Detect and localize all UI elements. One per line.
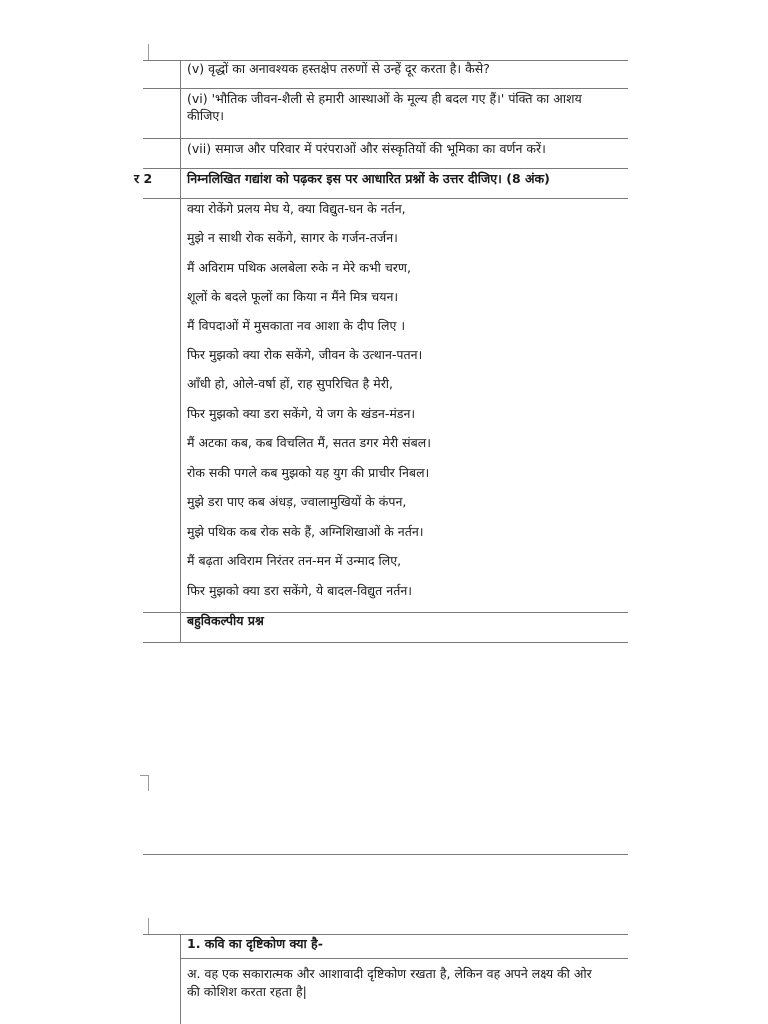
crop-mark bbox=[148, 918, 149, 934]
poem-line: शूलों के बदले फूलों का किया न मैंने मित्र चयन। bbox=[187, 289, 399, 304]
table-row-border bbox=[143, 168, 628, 169]
table-row-border bbox=[143, 138, 628, 139]
table-column-divider bbox=[180, 934, 181, 1024]
table-row-border bbox=[143, 88, 628, 89]
poem-line: मुझे पथिक कब रोक सके हैं, अग्निशिखाओं के नर्तन। bbox=[187, 524, 424, 539]
crop-mark bbox=[148, 44, 149, 60]
poem-line: मुझे डरा पाए कब अंधड़, ज्वालामुखियों के कंपन, bbox=[187, 494, 407, 509]
crop-mark bbox=[148, 775, 149, 791]
mcq-option-a-line2: की कोशिश करता रहता है| bbox=[187, 984, 307, 999]
table-row-border bbox=[143, 642, 628, 643]
question-heading: निम्नलिखित गद्यांश को पढ़कर इस पर आधारित प्रश्नों के उत्तर दीजिए। (8 अंक) bbox=[187, 171, 550, 186]
poem-line: फिर मुझको क्या डरा सकेंगे, ये जग के खंडन-मंडन। bbox=[187, 406, 416, 421]
mcq-option-a-line1: अ. वह एक सकारात्मक और आशावादी दृष्टिकोण रखता है, लेकिन वह अपने लक्ष्य की ओर bbox=[187, 966, 592, 981]
poem-line: मैं बढ़ता अविराम निरंतर तन-मन में उन्माद लिए, bbox=[187, 553, 402, 568]
poem-line: फिर मुझको क्या रोक सकेंगे, जीवन के उत्थान-पतन। bbox=[187, 347, 423, 362]
table-row-border bbox=[143, 198, 628, 199]
poem-line: रोक सकी पगले कब मुझको यह युग की प्राचीर निबल। bbox=[187, 465, 430, 480]
question-vi-line1: (vi) 'भौतिक जीवन-शैली से हमारी आस्थाओं के मूल्य ही बदल गए हैं।' पंक्ति का आशय bbox=[187, 91, 582, 106]
poem-line: आँधी हो, ओले-वर्षा हों, राह सुपरिचित है मेरी, bbox=[187, 376, 394, 391]
table-row-border bbox=[143, 934, 628, 935]
crop-mark bbox=[140, 775, 149, 776]
poem-line: मुझे न साथी रोक सकेंगे, सागर के गर्जन-तर्जन। bbox=[187, 230, 398, 245]
mcq-question-1: 1. कवि का दृष्टिकोण क्या है- bbox=[187, 936, 323, 951]
table-row-border bbox=[180, 958, 628, 959]
table-column-divider bbox=[180, 60, 181, 642]
poem-line: मैं अटका कब, कब विचलित मैं, सतत डगर मेरी संबल। bbox=[187, 435, 431, 450]
poem-line: मैं विपदाओं में मुसकाता नव आशा के दीप लिए । bbox=[187, 318, 406, 333]
page-footer-border bbox=[143, 854, 628, 855]
mcq-heading: बहुविकल्पीय प्रश्न bbox=[187, 613, 264, 628]
poem-line: मैं अविराम पथिक अलबेला रुके न मेरे कभी चरण, bbox=[187, 260, 411, 275]
question-vi-line2: कीजिए। bbox=[187, 108, 225, 123]
poem-line: फिर मुझको क्या डरा सकेंगे, ये बादल-विद्युत नर्तन। bbox=[187, 583, 413, 598]
question-number: र 2 bbox=[134, 171, 153, 186]
question-v: (v) वृद्धों का अनावश्यक हस्तक्षेप तरुणों से उन्हें दूर करता है। कैसे? bbox=[187, 61, 490, 76]
poem-line: क्या रोकेंगे प्रलय मेघ ये, क्या विद्युत-घन के नर्तन, bbox=[187, 201, 406, 216]
question-vii: (vii) समाज और परिवार में परंपराओं और संस्कृतियों की भूमिका का वर्णन करें। bbox=[187, 141, 546, 156]
